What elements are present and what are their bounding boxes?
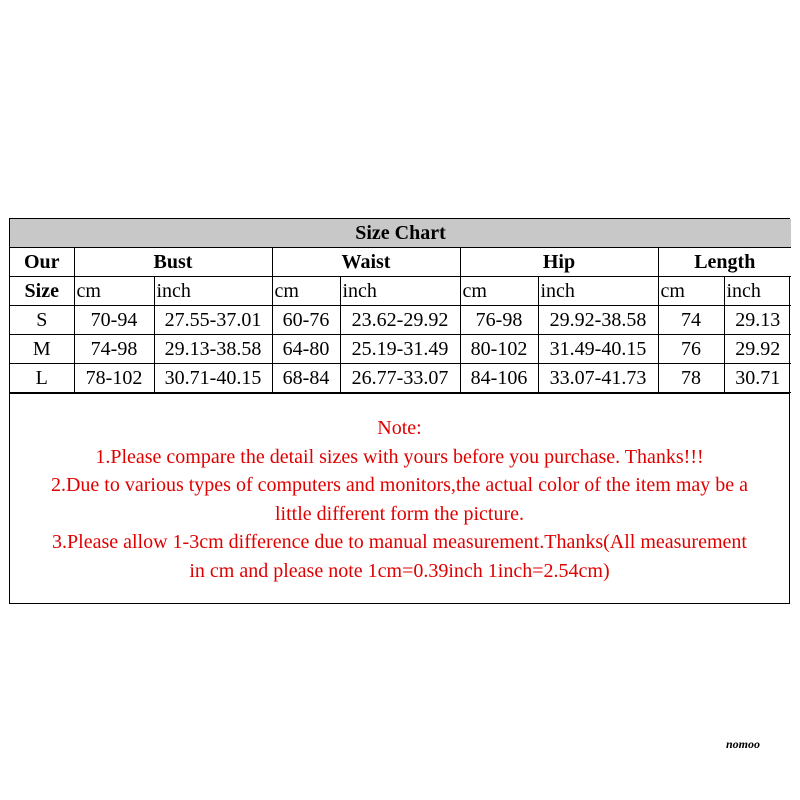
table-cell: 33.07-41.73 [538,364,658,393]
hip-inch-header: inch [538,277,658,306]
chart-title: Size Chart [10,219,791,248]
size-chart [9,218,790,604]
table-row [10,364,791,393]
table-cell: 25.19-31.49 [340,335,460,364]
table-cell: 70-94 [74,306,154,335]
group-header-row [10,248,791,277]
table-cell: 29.92-38.58 [538,306,658,335]
table-cell: 30.71-40.15 [154,364,272,393]
table-cell: 76 [658,335,724,364]
note-line: little different form the picture. [275,502,524,525]
table-cell: 30.71 [724,364,791,393]
table-cell: 27.55-37.01 [154,306,272,335]
size-label: S [10,306,74,335]
waist-inch-header: inch [340,277,460,306]
table-cell: 68-84 [272,364,340,393]
table-cell: 23.62-29.92 [340,306,460,335]
brand-watermark: nomoo [726,737,761,751]
notes-section [10,393,789,603]
unit-header-row [10,277,791,306]
table-row [10,335,791,364]
table-cell: 60-76 [272,306,340,335]
length-inch-header: inch [724,277,791,306]
table-cell: 31.49-40.15 [538,335,658,364]
size-header-line1: Our [10,248,74,277]
size-label: L [10,364,74,393]
waist-cm-header: cm [272,277,340,306]
table-cell: 78-102 [74,364,154,393]
bust-header: Bust [74,248,272,277]
table-cell: 76-98 [460,306,538,335]
note-line: in cm and please note 1cm=0.39inch 1inch=2.54cm) [189,559,610,582]
table-cell: 29.92 [724,335,791,364]
table-cell: 74 [658,306,724,335]
table-cell: 78 [658,364,724,393]
hip-cm-header: cm [460,277,538,306]
table-cell: 64-80 [272,335,340,364]
note-line: 1.Please compare the detail sizes with yours before you purchase. Thanks!!! [95,445,704,468]
size-header-line2: Size [10,277,74,306]
size-table [10,219,791,393]
table-row [10,306,791,335]
table-cell: 74-98 [74,335,154,364]
bust-cm-header: cm [74,277,154,306]
notes-heading: Note: [377,417,422,439]
table-cell: 26.77-33.07 [340,364,460,393]
title-row [10,219,791,248]
size-label: M [10,335,74,364]
table-cell: 80-102 [460,335,538,364]
hip-header: Hip [460,248,658,277]
note-line: 2.Due to various types of computers and monitors,the actual color of the item may be a [50,474,749,496]
table-cell: 84-106 [460,364,538,393]
length-cm-header: cm [658,277,724,306]
table-cell: 29.13 [724,306,791,335]
length-header: Length [658,248,791,277]
bust-inch-header: inch [154,277,272,306]
waist-header: Waist [272,248,460,277]
table-cell: 29.13-38.58 [154,335,272,364]
note-line: 3.Please allow 1-3cm difference due to manual measurement.Thanks(All measurement [52,531,747,553]
